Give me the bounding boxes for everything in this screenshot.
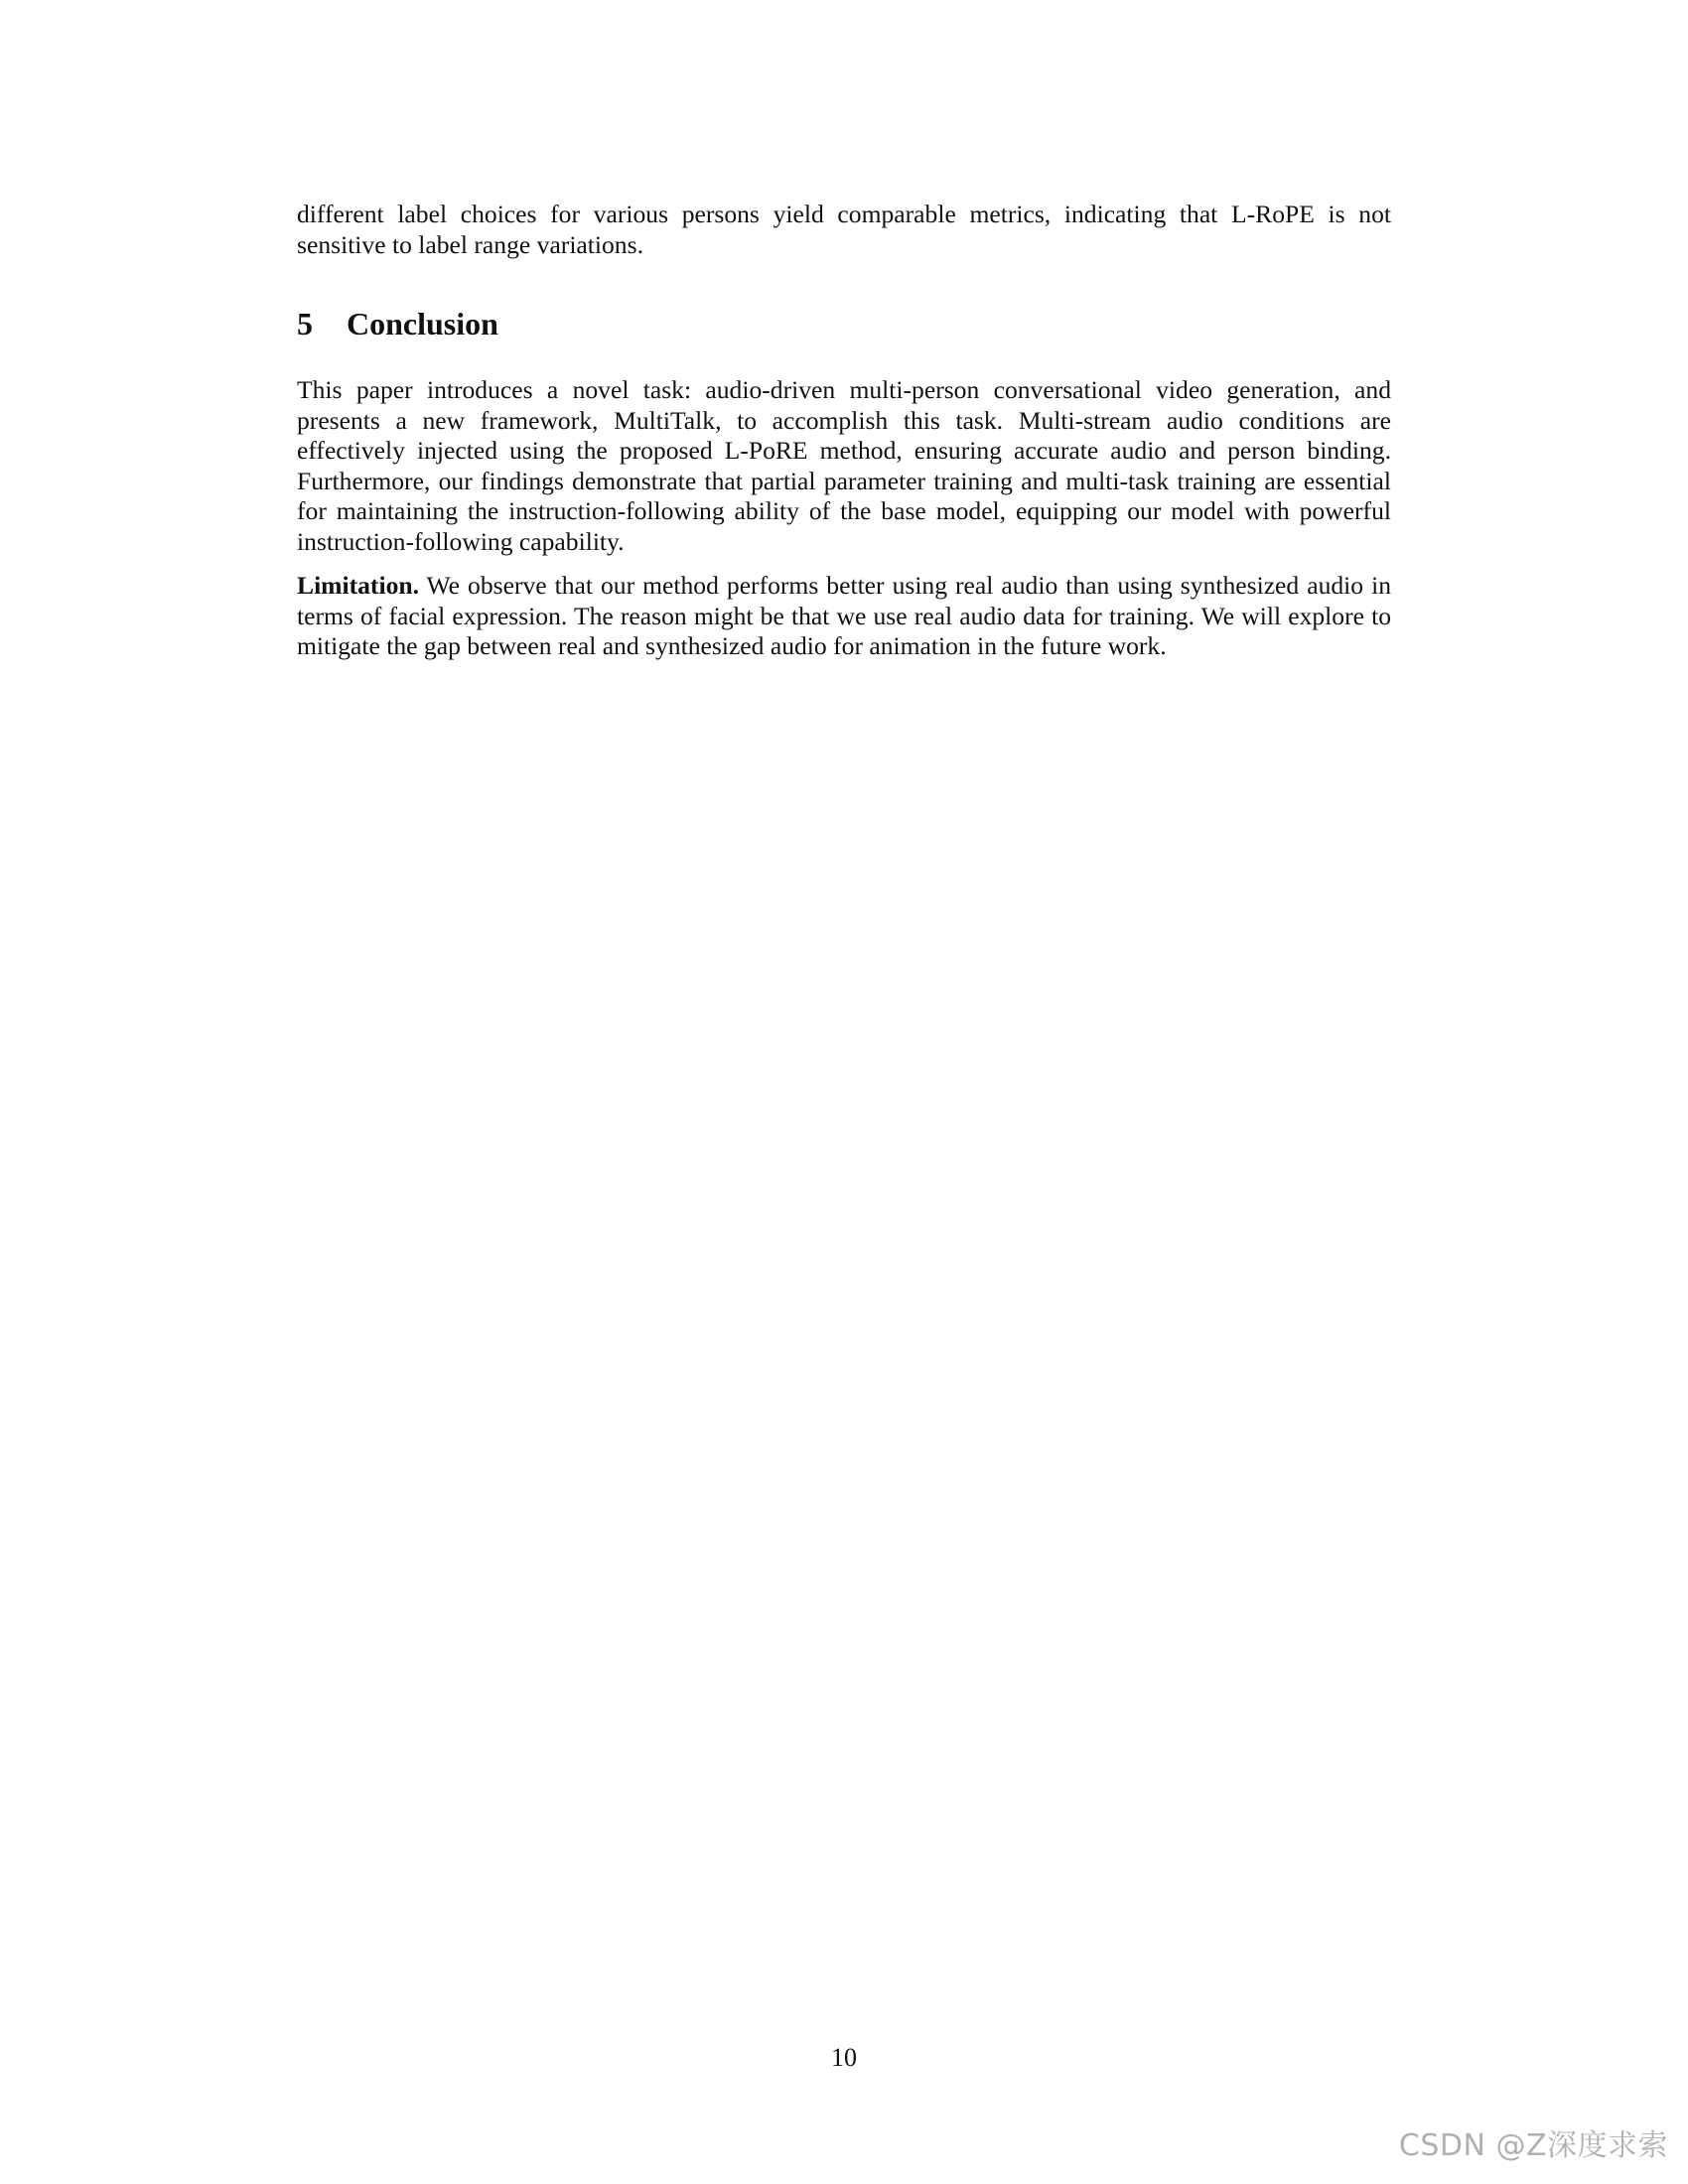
limitation-paragraph — [297, 571, 1391, 662]
limitation-title: Limitation. — [297, 571, 419, 600]
watermark: CSDN @Z深度求索 — [1398, 2128, 1668, 2163]
section-title: Conclusion — [347, 306, 498, 341]
limitation-text: We observe that our method performs better using real audio than using synthesized audio in terms of facial expression. The reason might be that we use real audio data for training. We will explore to mitigate the gap between real and synthesized audio for animation in the future work. — [297, 571, 1391, 660]
intro-paragraph: different label choices for various persons yield comparable metrics, indicating that L-RoPE is not sensitive to label range variations. — [297, 200, 1391, 259]
conclusion-paragraph: This paper introduces a novel task: audio-driven multi-person conversational video generation, and presents a new framework, MultiTalk, to accomplish this task. Multi-stream audio conditions are effectively injected using the proposed L-PoRE method, ensuring accurate audio and person binding. Furthermore, our findings demonstrate that partial parameter training and multi-task training are essential for maintaining the instruction-following ability of the base model, equipping our model with powerful instruction-following capability. — [297, 375, 1391, 556]
section-heading — [297, 304, 1391, 343]
page-body — [297, 200, 1391, 662]
page-number: 10 — [831, 2043, 857, 2072]
section-number: 5 — [297, 306, 313, 341]
